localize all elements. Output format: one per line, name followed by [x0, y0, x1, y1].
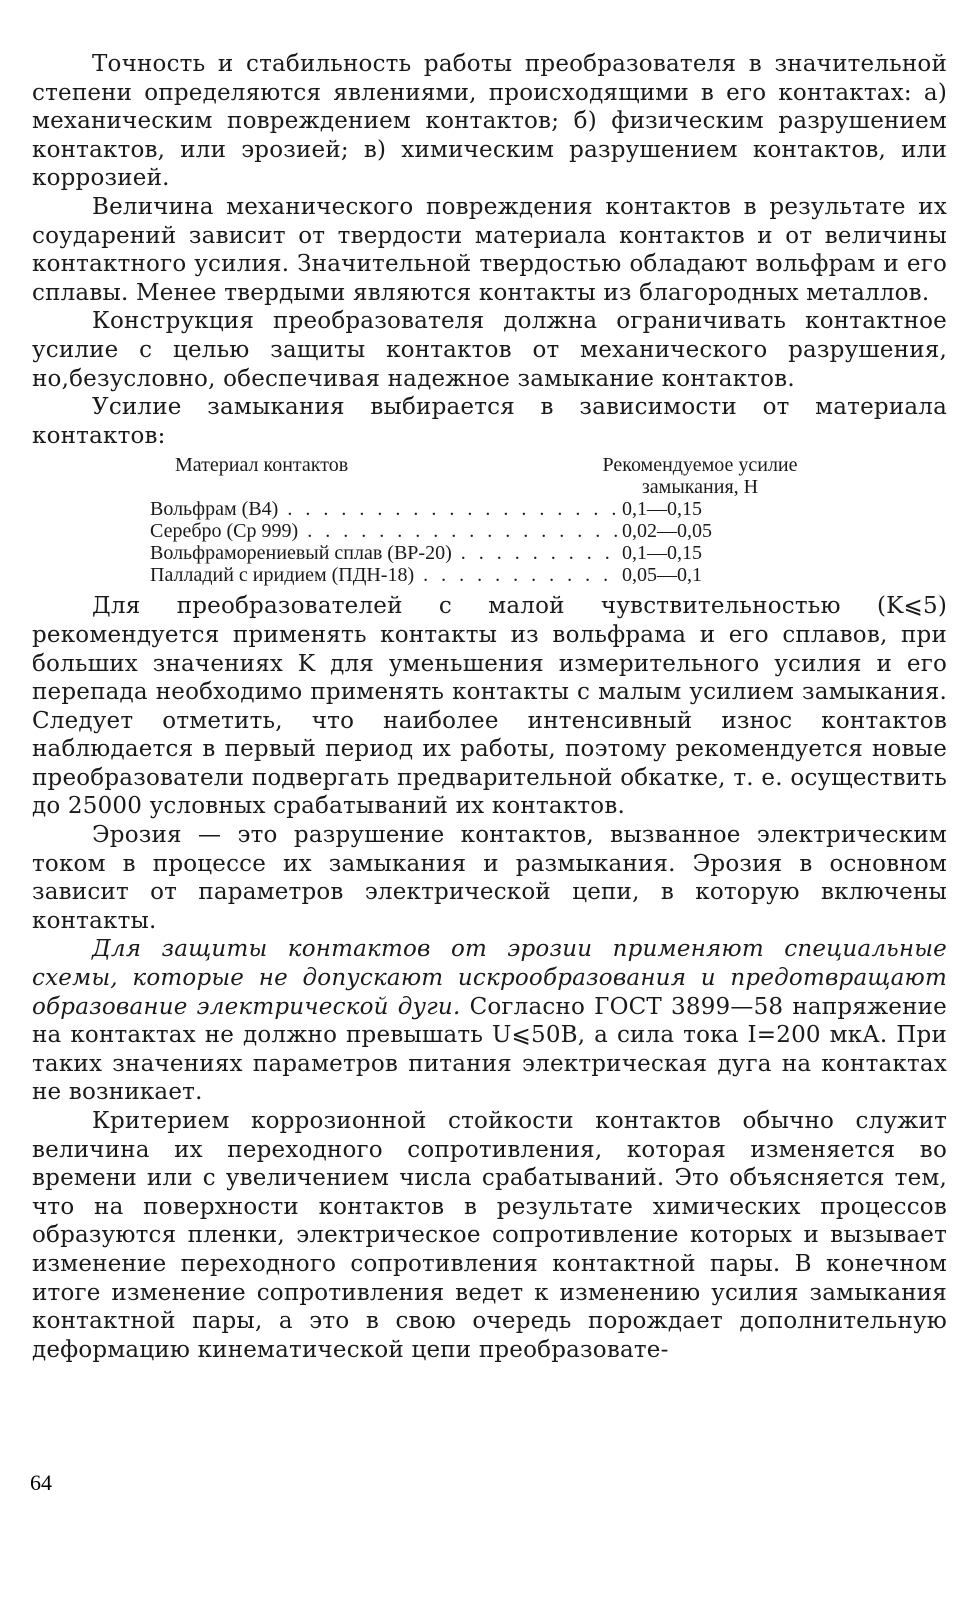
- table-row: [150, 498, 872, 520]
- contact-material-table: [32, 454, 872, 586]
- row-material: Серебро (Ср 999) . . .: [150, 520, 620, 542]
- paragraph-corrosion: Критерием коррозионной стойкости контактов обычно служит величина их переходного сопротивления, которая изменяется во времени или с увеличением числа срабатываний. Это объясняется тем, что на поверхности контактов в результате химических процессов образуются пленки, электрическое сопротивление которых и вызывает изменение переходного сопротивления контактной пары. В конечном итоге изменение сопротивления ведет к изменению усилия замыкания контактной пары, а это в свою очередь порождает дополнительную деформацию кинематической цепи преобразовате-: [32, 1108, 947, 1363]
- row-material: Вольфрам (В4) . . .: [150, 498, 620, 520]
- page-body: [32, 50, 947, 1364]
- paragraph-sensitivity: Для преобразователей с малой чувствительностью (K⩽5) рекомендуется применять контакты из вольфрама и его сплавов, при больших значениях K для уменьшения измерительного усилия и его перепада необходимо применять контакты с малым усилием замыкания. Следует отметить, что наиболее интенсивный износ контактов наблюдается в первый период их работы, поэтому рекомендуется новые преобразователи подвергать предварительной обкатке, т. е. осуществить до 25000 условных срабатываний их контактов.: [32, 593, 947, 820]
- row-force: 0,02—0,05: [622, 520, 712, 543]
- paragraph-erosion: Эрозия — это разрушение контактов, вызванное электрическим током в процессе их замыкания и размыкания. Эрозия в основном зависит от параметров электрической цепи, в которую включены контакты.: [32, 822, 947, 934]
- header-force: Рекомендуемое усилие замыкания, Н: [602, 454, 798, 499]
- header-material: Материал контактов: [175, 454, 349, 477]
- row-force: 0,1—0,15: [622, 498, 702, 521]
- paragraph-erosion-protection: [32, 935, 947, 1107]
- table-row: [150, 564, 872, 586]
- table-row: [150, 520, 872, 542]
- paragraph-accuracy: Точность и стабильность работы преобразователя в значительной степени определяются явлениями, происходящими в его контактах: а) механическим повреждением контактов; б) физическим разрушением контактов, или эрозией; в) химическим разрушением контактов, или коррозией.: [32, 51, 947, 192]
- row-force: 0,1—0,15: [622, 542, 702, 565]
- paragraph-construction: Конструкция преобразователя должна ограничивать контактное усилие с целью защиты контактов от механического разрушения, но,безусловно, обеспечивая надежное замыкание контактов.: [32, 308, 947, 392]
- page-number: 64: [30, 1470, 52, 1495]
- row-force: 0,05—0,1: [622, 564, 702, 587]
- italic-lead-text: Для защиты контактов от эрозии применяют специальные схемы, которые не допускают искрообразования и предотвращают образование электрической дуги.: [32, 936, 947, 1020]
- paragraph-rest-text: Согласно ГОСТ 3899—58 напряжение на контактах не должно превышать U⩽50В, а сила тока I=200 мкА. При таких значениях параметров питания электрическая дуга на контактах не возникает.: [32, 993, 947, 1106]
- paragraph-force-choice: Усилие замыкания выбирается в зависимости от материала контактов:: [32, 394, 947, 449]
- table-header: [175, 454, 872, 498]
- paragraph-mechanical-damage: Величина механического повреждения контактов в результате их соударений зависит от твердости материала контактов и от величины контактного усилия. Значительной твердостью обладают вольфрам и его сплавы. Менее твердыми являются контакты из благородных металлов.: [32, 193, 947, 306]
- row-material: Палладий с иридием (ПДН-18) . . .: [150, 564, 620, 586]
- table-row: [150, 542, 872, 564]
- row-material: Вольфраморениевый сплав (ВР-20) . . .: [150, 542, 620, 564]
